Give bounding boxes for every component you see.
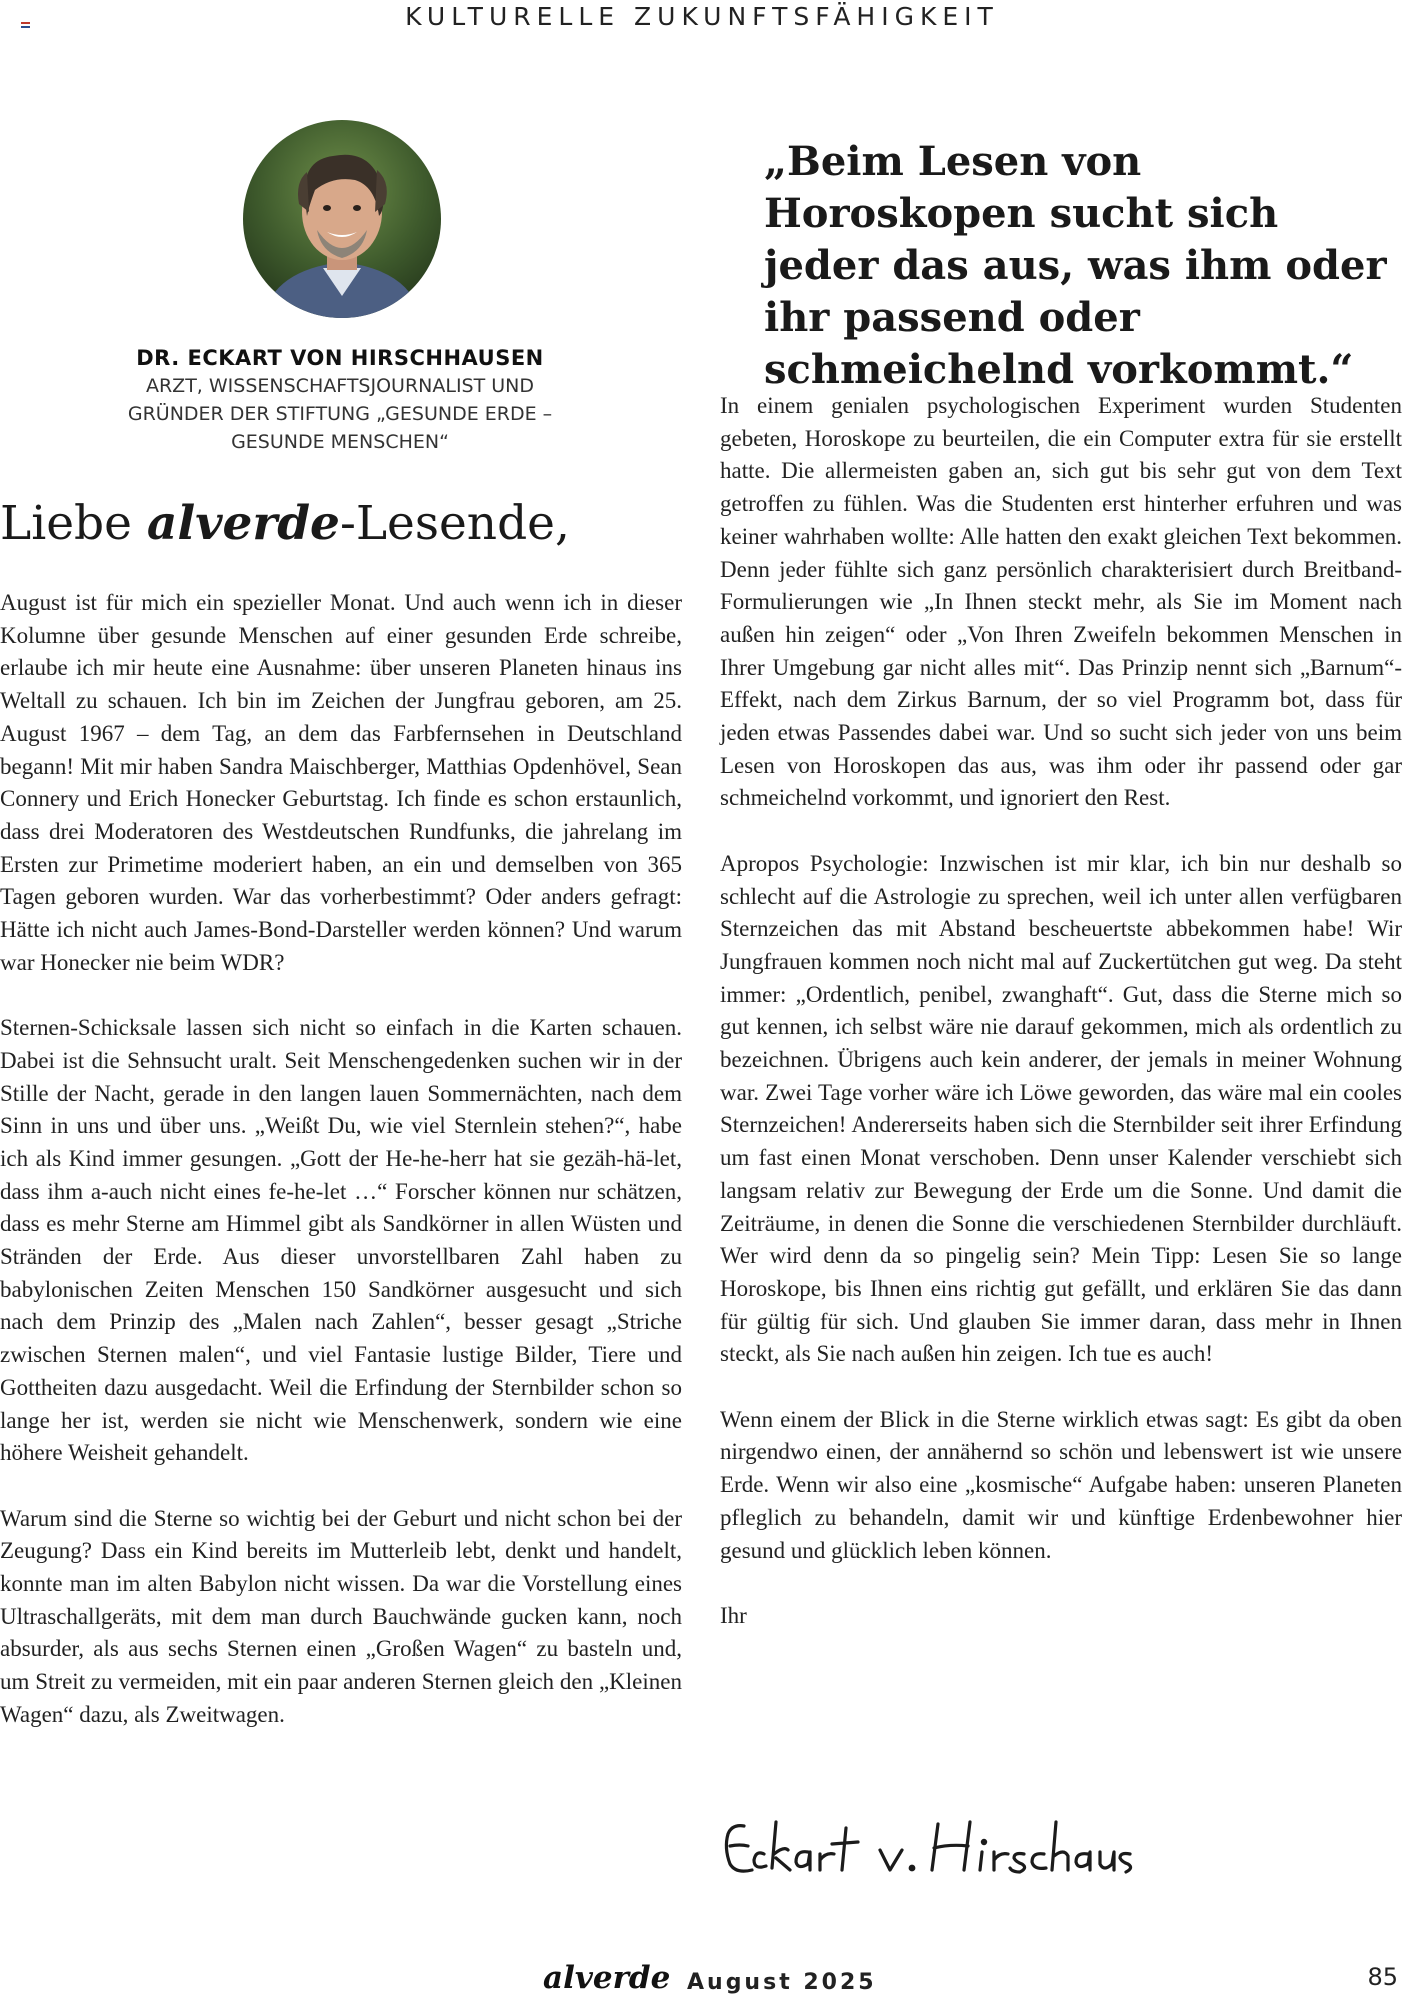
left-column	[0, 587, 682, 1764]
section-title: KULTURELLE ZUKUNFTSFÄHIGKEIT	[405, 2, 999, 31]
body-paragraph: Apropos Psychologie: Inzwischen ist mir klar, ich bin nur deshalb so schlecht auf die Astrologie zu sprechen, weil ich unter allen verfügbaren Sternzeichen das mit Abstand bescheuertste abbekommen habe! Wir Jungfrauen kommen noch nicht mal auf Zuckertütchen gut weg. Da steht immer: „Ordentlich, penibel, zwanghaft“. Gut, dass die Sterne mich so gut kennen, ich selbst wäre nie darauf gekommen, mich als ordentlich zu bezeichnen. Übrigens auch kein anderer, der jemals in meiner Wohnung war. Zwei Tage vorher wäre ich Löwe geworden, das wäre mal ein cooles Sternzeichen! Andererseits haben sich die Sternbilder seit ihrer Erfindung um fast einen Monat verschoben. Denn unser Kalender verschiebt sich langsam relativ zur Bewegung der Erde um die Sonne. Und damit die Zeiträume, in denen die Sonne die verschiedenen Sternbilder durchläuft. Wer wird denn da so pingelig sein? Mein Tipp: Lesen Sie so lange Horoskope, bis Ihnen eins richtig gut gefällt, und erklären Sie das dann für gültig für sich. Und glauben Sie immer daran, dass mehr in Ihnen steckt, als Sie nach außen hin zeigen. Ich tue es auch!	[720, 850, 1402, 1367]
right-column	[720, 390, 1402, 1633]
flag-icon	[21, 22, 30, 28]
closing-salutation: Ihr	[720, 1602, 747, 1628]
body-paragraph: Sternen-Schicksale lassen sich nicht so einfach in die Karten schauen. Dabei ist die Sehnsucht uralt. Seit Menschengedenken suchen wir in der Stille der Nacht, gerade in den langen lauen Sommernächten, nach dem Sinn in uns und über uns. „Weißt Du, wie viel Sternlein stehen?“, habe ich als Kind immer gesungen. „Gott der He-he-herr hat sie gezäh-hä-let, dass ihm a-auch nicht eines fe-he-let …“ Forscher können nur schätzen, dass es mehr Sterne am Himmel gibt als Sandkörner in allen Wüsten und Stränden der Erde. Aus dieser unvorstellbaren Zahl haben zu babylonischen Zeiten Menschen 150 Sandkörner ausgesucht und sich nach dem Prinzip des „Malen nach Zahlen“, besser gesagt „Striche zwischen Sternen malen“, und viel Fantasie lustige Bilder, Tiere und Gottheiten dazu ausgedacht. Weil die Erfindung der Sternbilder schon so lange her ist, werden sie nicht wie Menschenwerk, sondern wie eine höhere Weisheit gehandelt.	[0, 1015, 682, 1466]
footer-issue: August 2025	[687, 1970, 877, 1995]
author-name: DR. ECKART VON HIRSCHHAUSEN	[136, 346, 544, 370]
greeting-suffix: -Lesende,	[339, 496, 570, 551]
signature-image	[718, 1808, 1138, 1888]
body-paragraph: August ist für mich ein spezieller Monat. Und auch wenn ich in dieser Kolumne über gesunde Menschen auf einer gesunden Erde schreibe, erlaube ich mir heute eine Ausnahme: über unseren Planeten hinaus ins Weltall zu schauen. Ich bin im Zeichen der Jungfrau geboren, am 25. August 1967 – dem Tag, an dem das Farbfernsehen in Deutschland begann! Mit mir haben Sandra Maischberger, Matthias Opdenhövel, Sean Connery und Erich Honecker Geburtstag. Ich finde es schon erstaunlich, dass drei Moderatoren des Westdeutschen Rundfunks, die jahrelang im Ersten zur Primetime moderiert haben, an ein und demselben von 365 Tagen geboren wurden. War das vorherbestimmt? Oder anders gefragt: Hätte ich nicht auch James-Bond-Darsteller werden können? Und warum war Honecker nie beim WDR?	[0, 590, 682, 975]
body-paragraph: Wenn einem der Blick in die Sterne wirklich etwas sagt: Es gibt da oben nirgendwo einen, der annähernd so schön und lebenswert ist wie unsere Erde. Wenn wir also eine „kosmische“ Aufgabe haben: unseren Planeten pfleglich zu behandeln, damit wir und künftige Erdenbewohner hier gesund und glücklich leben können.	[720, 1406, 1402, 1563]
footer-brand-logo: alverde	[543, 1960, 671, 1996]
author-role: ARZT, WISSENSCHAFTSJOURNALIST UND GRÜNDER DER STIFTUNG „GESUNDE ERDE – GESUNDE MENSCHEN“	[127, 375, 553, 453]
body-paragraph: In einem genialen psychologischen Experiment wurden Studenten gebeten, Horoskope zu beurteilen, die ein Computer extra für sie erstellt hatte. Die allermeisten gaben an, sich gut bis sehr gut von dem Text getroffen zu fühlen. Was die Studenten erst hinterher erfuhren und was keiner wahrhaben wollte: Alle hatten den exakt gleichen Text bekommen. Denn jeder fühlte sich ganz persönlich charakterisiert durch Breitband-Formulierungen wie „In Ihnen steckt mehr, als Sie im Moment nach außen hin zeigen“ oder „Von Ihren Zweifeln bekommen Menschen in Ihrer Umgebung gar nicht alles mit“. Das Prinzip nennt sich „Barnum“-Effekt, nach dem Zirkus Barnum, der so viel Programm bot, dass für jeden etwas Passendes dabei war. Und so sucht sich jeder von uns beim Lesen von Horoskopen das aus, was ihm oder ihr passend oder gar schmeichelnd vorkommt, und ignoriert den Rest.	[720, 393, 1402, 811]
greeting-prefix: Liebe	[0, 496, 147, 551]
greeting-heading	[0, 496, 570, 551]
body-paragraph: Warum sind die Sterne so wichtig bei der Geburt und nicht schon bei der Zeugung? Dass ein Kind bereits im Mutterleib lebt, denkt und handelt, konnte man im alten Babylon nicht wissen. Da war die Vorstellung eines Ultraschallgeräts, mit dem man durch Bauchwände gucken kann, noch absurder, als aus sechs Sternen einen „Großen Wagen“ zu basteln und, um Streit zu vermeiden, mit ein paar anderen Sternen gleich den „Kleinen Wagen“ dazu, als Zweitwagen.	[0, 1505, 682, 1727]
greeting-brand: alverde	[146, 496, 340, 551]
page-number: 85	[1367, 1963, 1398, 1991]
pull-quote: „Beim Lesen von Horoskopen sucht sich jeder das aus, was ihm oder ihr passend oder schmeichelnd vorkommt.“	[764, 138, 1387, 393]
author-info	[80, 344, 600, 456]
author-portrait	[243, 120, 441, 318]
